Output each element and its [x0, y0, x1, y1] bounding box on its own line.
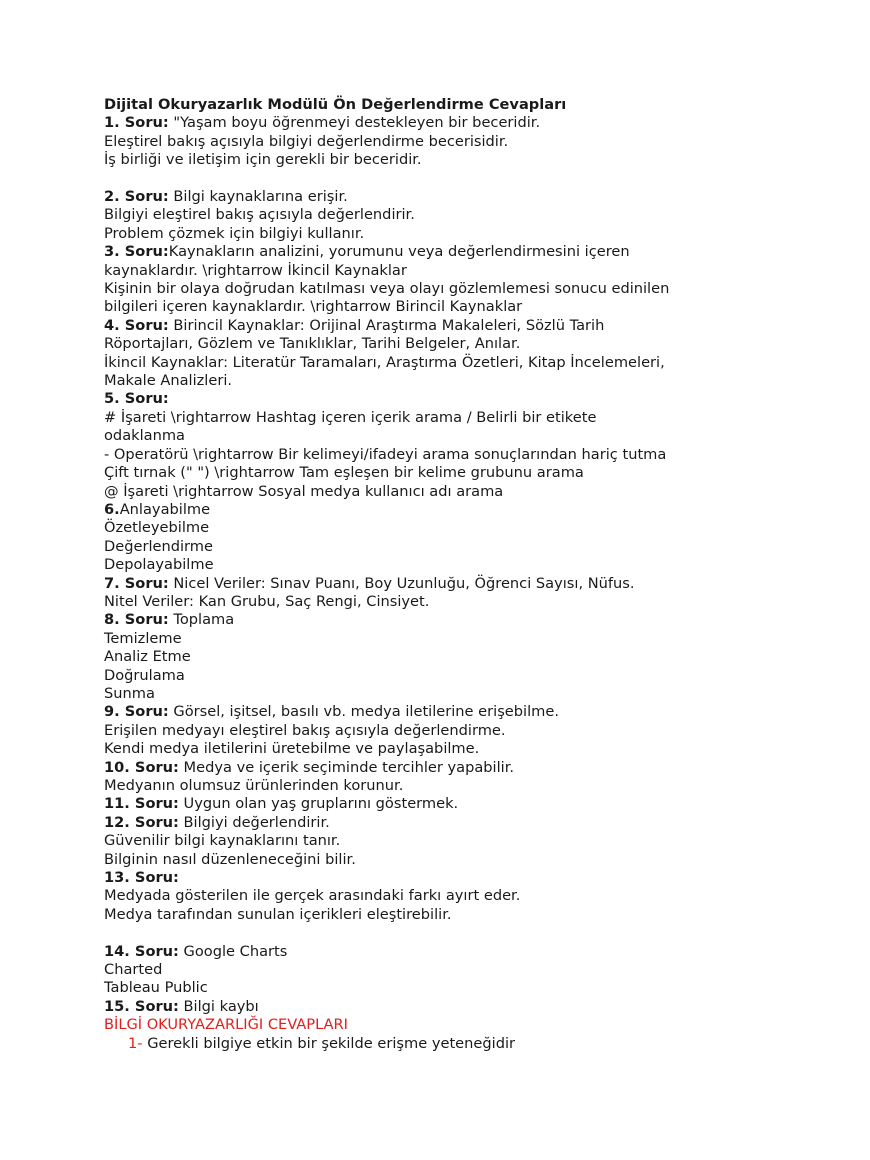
question-label: 5. Soru:	[104, 390, 169, 408]
answer-line: Sunma	[104, 684, 155, 702]
question-label: 6.	[104, 500, 120, 518]
question-2	[104, 188, 784, 206]
question-3	[104, 243, 784, 261]
question-label: 8. Soru:	[104, 611, 169, 629]
answer-line: Makale Analizleri.	[104, 372, 233, 390]
question-10	[104, 759, 784, 777]
list-item-text: Gerekli bilgiye etkin bir şekilde erişme yeteneğidir	[142, 1034, 516, 1052]
question-label: 13. Soru:	[104, 869, 179, 887]
answer-line: bilgileri içeren kaynaklardır. \rightarrow Birincil Kaynaklar	[104, 298, 523, 316]
answer-text: Bilgi kaynaklarına erişir.	[168, 188, 348, 206]
answer-line: Bilginin nasıl düzenleneceğini bilir.	[104, 850, 356, 868]
answer-line: Problem çözmek için bilgiyi kullanır.	[104, 224, 365, 242]
answer-line: Bilgiyi eleştirel bakış açısıyla değerlendirir.	[104, 206, 415, 224]
list-item	[104, 1035, 784, 1053]
answer-text: Toplama	[168, 611, 235, 629]
question-label: 10. Soru:	[104, 758, 179, 776]
answer-line: Tableau Public	[104, 979, 208, 997]
answer-line: Röportajları, Gözlem ve Tanıklıklar, Tarihi Belgeler, Anılar.	[104, 335, 521, 353]
question-label: 9. Soru:	[104, 703, 169, 721]
answer-text: Nicel Veriler: Sınav Puanı, Boy Uzunluğu, Öğrenci Sayısı, Nüfus.	[168, 574, 635, 592]
answer-line: # İşareti \rightarrow Hashtag içeren içerik arama / Belirli bir etikete	[104, 408, 597, 426]
blank-line	[104, 924, 784, 942]
question-6	[104, 501, 784, 519]
question-label: 11. Soru:	[104, 795, 179, 813]
answer-line: İş birliği ve iletişim için gerekli bir beceridir.	[104, 151, 422, 169]
answer-line: odaklanma	[104, 427, 185, 445]
answer-line: Medyanın olumsuz ürünlerinden korunur.	[104, 777, 404, 795]
question-12	[104, 814, 784, 832]
question-13	[104, 869, 784, 887]
answer-line: Nitel Veriler: Kan Grubu, Saç Rengi, Cinsiyet.	[104, 592, 430, 610]
answer-line: Doğrulama	[104, 666, 185, 684]
question-9	[104, 703, 784, 721]
question-8	[104, 611, 784, 629]
document-page	[104, 96, 784, 1053]
answer-text: Anlayabilme	[119, 500, 211, 518]
answer-text: Bilgiyi değerlendirir.	[178, 813, 330, 831]
question-15	[104, 998, 784, 1016]
question-1	[104, 114, 784, 132]
answer-line: @ İşareti \rightarrow Sosyal medya kullanıcı adı arama	[104, 482, 504, 500]
answer-line: Erişilen medyayı eleştirel bakış açısıyla değerlendirme.	[104, 721, 506, 739]
answer-text: Kaynakların analizini, yorumunu veya değerlendirmesini içeren	[168, 243, 630, 261]
answer-line: Eleştirel bakış açısıyla bilgiyi değerlendirme becerisidir.	[104, 132, 509, 150]
answer-text: Google Charts	[178, 942, 288, 960]
answer-line: Temizleme	[104, 629, 182, 647]
document-title: Dijital Okuryazarlık Modülü Ön Değerlendirme Cevapları	[104, 96, 567, 113]
question-label: 3. Soru:	[104, 243, 169, 261]
answer-text: Görsel, işitsel, basılı vb. medya iletilerine erişebilme.	[168, 703, 559, 721]
answer-text: Birincil Kaynaklar: Orijinal Araştırma Makaleleri, Sözlü Tarih	[168, 316, 605, 334]
answer-text: Uygun olan yaş gruplarını göstermek.	[178, 795, 459, 813]
answer-text: Medya ve içerik seçiminde tercihler yapabilir.	[178, 758, 515, 776]
answer-line: kaynaklardır. \rightarrow İkincil Kaynaklar	[104, 261, 407, 279]
answer-line: Değerlendirme	[104, 537, 213, 555]
section-heading: BİLGİ OKURYAZARLIĞI CEVAPLARI	[104, 1016, 348, 1034]
list-number: 1-	[128, 1034, 143, 1052]
question-11	[104, 795, 784, 813]
answer-line: Medyada gösterilen ile gerçek arasındaki farkı ayırt eder.	[104, 887, 521, 905]
question-4	[104, 317, 784, 335]
question-label: 4. Soru:	[104, 316, 169, 334]
question-label: 2. Soru:	[104, 188, 169, 206]
answer-line: Güvenilir bilgi kaynaklarını tanır.	[104, 832, 341, 850]
answer-line: - Operatörü \rightarrow Bir kelimeyi/ifadeyi arama sonuçlarından hariç tutma	[104, 445, 667, 463]
question-label: 15. Soru:	[104, 997, 179, 1015]
answer-line: Medya tarafından sunulan içerikleri eleştirebilir.	[104, 905, 452, 923]
answer-line: Kişinin bir olaya doğrudan katılması veya olayı gözlemlemesi sonucu edinilen	[104, 280, 670, 298]
answer-line: Charted	[104, 961, 163, 979]
answer-line: Özetleyebilme	[104, 519, 210, 537]
question-label: 12. Soru:	[104, 813, 179, 831]
question-label: 1. Soru:	[104, 114, 169, 132]
question-7	[104, 575, 784, 593]
answer-line: Kendi medya iletilerini üretebilme ve paylaşabilme.	[104, 740, 480, 758]
answer-line: Analiz Etme	[104, 648, 191, 666]
question-label: 7. Soru:	[104, 574, 169, 592]
answer-line: Depolayabilme	[104, 556, 214, 574]
question-label: 14. Soru:	[104, 942, 179, 960]
question-14	[104, 943, 784, 961]
blank-line	[104, 170, 784, 188]
answer-text: "Yaşam boyu öğrenmeyi destekleyen bir beceridir.	[168, 114, 541, 132]
question-5	[104, 390, 784, 408]
answer-line: İkincil Kaynaklar: Literatür Taramaları, Araştırma Özetleri, Kitap İncelemeleri,	[104, 353, 665, 371]
answer-text: Bilgi kaybı	[178, 997, 259, 1015]
answer-line: Çift tırnak (" ") \rightarrow Tam eşleşen bir kelime grubunu arama	[104, 464, 584, 482]
